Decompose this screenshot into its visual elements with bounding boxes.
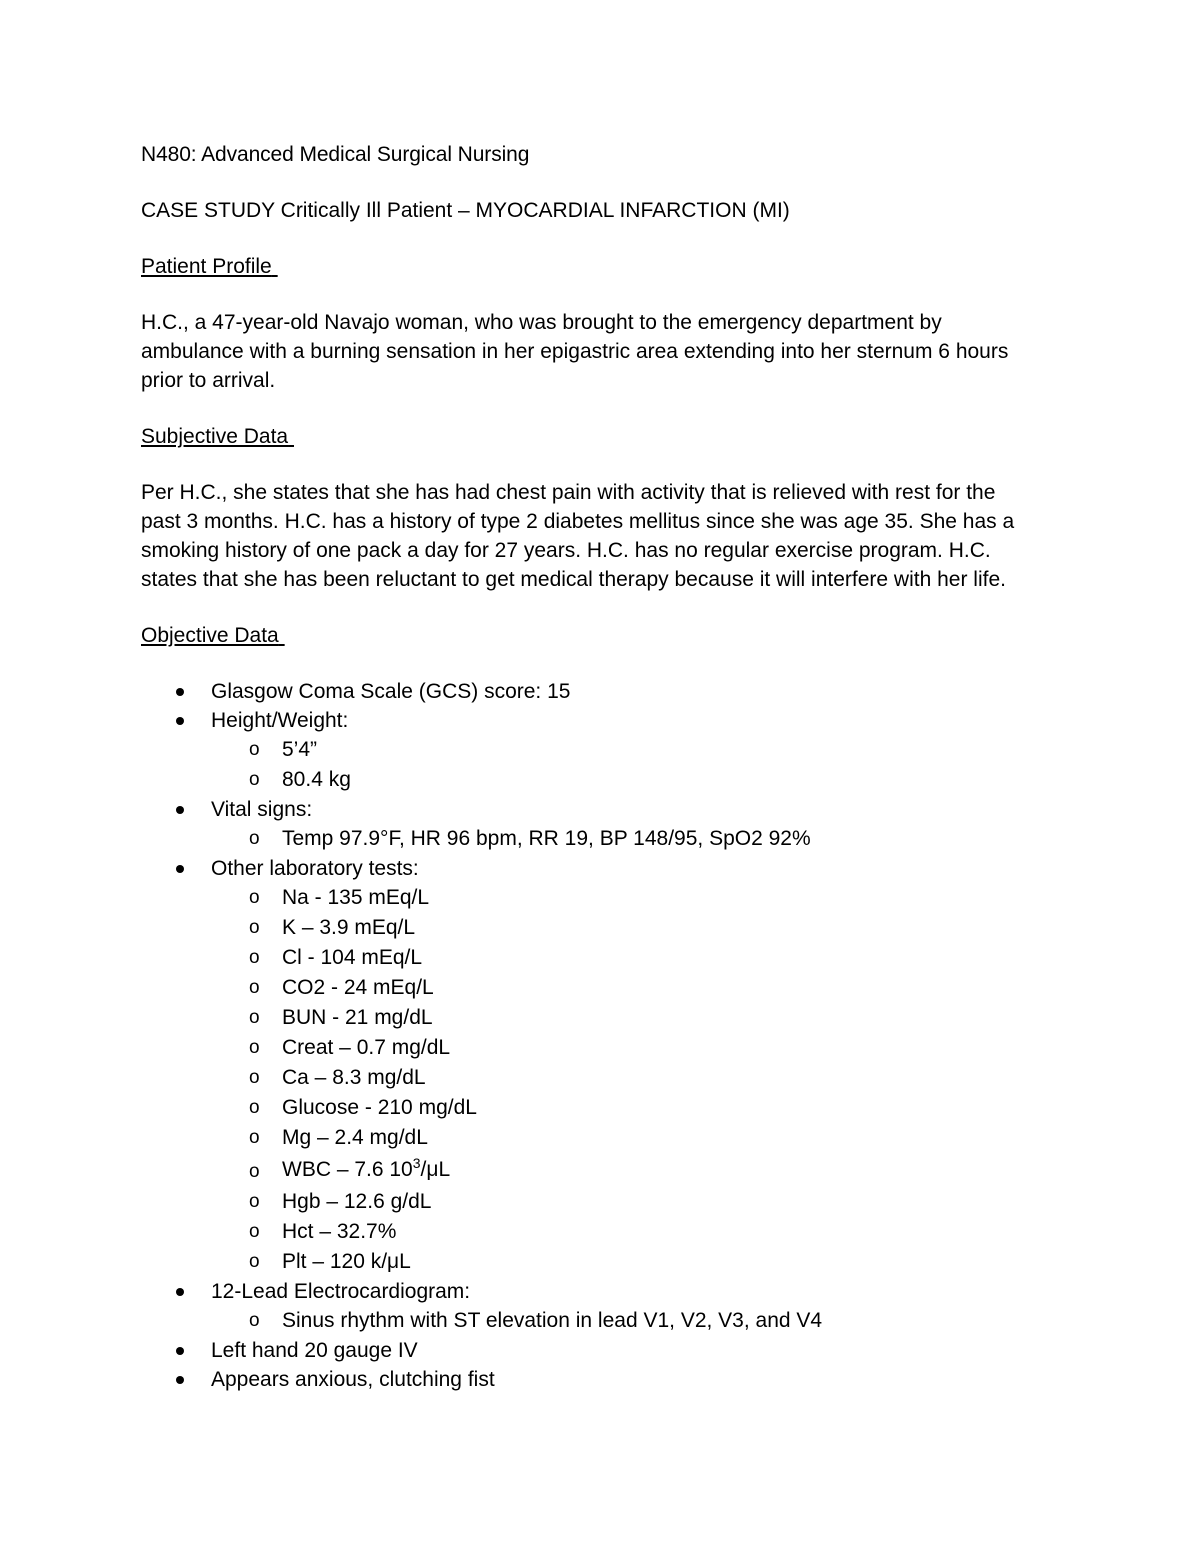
circle-bullet-icon: o	[249, 1037, 260, 1058]
patient-profile-paragraph	[141, 308, 1061, 395]
subjective-data-paragraph	[141, 478, 1061, 594]
objective-data-list	[141, 677, 1061, 1394]
subjective-data-heading-text: Subjective Data	[141, 425, 289, 448]
circle-bullet-icon: o	[249, 1310, 260, 1331]
wbc-exponent: 3	[412, 1155, 421, 1171]
bullet-dot-icon	[176, 717, 184, 725]
bullet-dot-icon	[176, 865, 184, 873]
sub-list-item	[211, 1217, 1061, 1247]
sub-list-item	[211, 1306, 1061, 1336]
paragraph-line: past 3 months. H.C. has a history of type 2 diabetes mellitus since she was age 35. She has a	[141, 510, 1015, 533]
wbc-suffix: /μL	[420, 1158, 451, 1181]
sub-item-text: Hgb – 12.6 g/dL	[282, 1190, 432, 1213]
paragraph-line: ambulance with a burning sensation in her epigastric area extending into her sternum 6 hours	[141, 340, 1009, 363]
bullet-dot-icon	[176, 806, 184, 814]
sub-item-text: 80.4 kg	[282, 768, 351, 791]
list-item-text: Other laboratory tests:	[211, 857, 419, 880]
circle-bullet-icon: o	[249, 977, 260, 998]
paragraph-line: H.C., a 47-year-old Navajo woman, who was brought to the emergency department by	[141, 311, 942, 334]
sub-list-item	[211, 883, 1061, 913]
patient-profile-heading-text: Patient Profile	[141, 255, 272, 278]
list-item-text: 12-Lead Electrocardiogram:	[211, 1280, 471, 1303]
circle-bullet-icon: o	[249, 1191, 260, 1212]
paragraph-line: states that she has been reluctant to get medical therapy because it will interfere with her life.	[141, 568, 1006, 591]
subjective-data-heading	[141, 422, 1061, 451]
objective-data-heading	[141, 621, 1061, 650]
sub-list	[211, 1306, 1061, 1336]
sub-list-item	[211, 913, 1061, 943]
sub-list-item	[211, 1063, 1061, 1093]
sub-list-item-wbc	[211, 1153, 1061, 1187]
course-title: N480: Advanced Medical Surgical Nursing	[141, 143, 530, 166]
circle-bullet-icon: o	[249, 917, 260, 938]
circle-bullet-icon: o	[249, 1127, 260, 1148]
bullet-dot-icon	[176, 1288, 184, 1296]
sub-item-text: Creat – 0.7 mg/dL	[282, 1036, 451, 1059]
list-item-vital-signs	[141, 795, 1061, 854]
circle-bullet-icon: o	[249, 1161, 260, 1182]
circle-bullet-icon: o	[249, 887, 260, 908]
list-item-text: Height/Weight:	[211, 709, 349, 732]
list-item-appearance	[141, 1365, 1061, 1394]
list-item-text: Left hand 20 gauge IV	[211, 1339, 418, 1362]
sub-item-text	[282, 1155, 451, 1181]
list-item-height-weight	[141, 706, 1061, 795]
circle-bullet-icon: o	[249, 1067, 260, 1088]
sub-list-item	[211, 1093, 1061, 1123]
sub-list-item	[211, 1123, 1061, 1153]
sub-list-item	[211, 1247, 1061, 1277]
sub-item-text: Cl - 104 mEq/L	[282, 946, 423, 969]
circle-bullet-icon: o	[249, 1221, 260, 1242]
circle-bullet-icon: o	[249, 828, 260, 849]
list-item-text: Appears anxious, clutching fist	[211, 1368, 495, 1391]
paragraph-line: smoking history of one pack a day for 27 years. H.C. has no regular exercise program. H.C.	[141, 539, 991, 562]
document-page	[141, 140, 1061, 1394]
sub-item-text: 5’4”	[282, 738, 318, 761]
sub-item-text: Glucose - 210 mg/dL	[282, 1096, 477, 1119]
paragraph-line: prior to arrival.	[141, 369, 276, 392]
sub-list-item	[211, 1033, 1061, 1063]
sub-item-text: Hct – 32.7%	[282, 1220, 397, 1243]
objective-data-heading-text: Objective Data	[141, 624, 279, 647]
sub-list	[211, 735, 1061, 795]
sub-item-text: K – 3.9 mEq/L	[282, 916, 416, 939]
sub-item-text: Sinus rhythm with ST elevation in lead V1, V2, V3, and V4	[282, 1309, 823, 1332]
sub-item-text: Temp 97.9°F, HR 96 bpm, RR 19, BP 148/95, SpO2 92%	[282, 827, 811, 850]
circle-bullet-icon: o	[249, 947, 260, 968]
list-item-text: Glasgow Coma Scale (GCS) score: 15	[211, 680, 571, 703]
list-item-ecg	[141, 1277, 1061, 1336]
sub-list	[211, 824, 1061, 854]
circle-bullet-icon: o	[249, 1251, 260, 1272]
sub-item-text: Mg – 2.4 mg/dL	[282, 1126, 428, 1149]
sub-list-item	[211, 735, 1061, 765]
patient-profile-heading	[141, 252, 1061, 281]
circle-bullet-icon: o	[249, 739, 260, 760]
list-item-lab-tests	[141, 854, 1061, 1277]
wbc-prefix: WBC – 7.6 10	[282, 1158, 413, 1181]
sub-item-text: BUN - 21 mg/dL	[282, 1006, 433, 1029]
sub-item-text: Plt – 120 k/μL	[282, 1250, 411, 1273]
sub-list-item	[211, 973, 1061, 1003]
bullet-dot-icon	[176, 1376, 184, 1384]
sub-item-text: CO2 - 24 mEq/L	[282, 976, 434, 999]
circle-bullet-icon: o	[249, 1097, 260, 1118]
sub-item-text: Na - 135 mEq/L	[282, 886, 430, 909]
paragraph-line: Per H.C., she states that she has had chest pain with activity that is relieved with rest for the	[141, 481, 996, 504]
sub-list-item	[211, 943, 1061, 973]
case-study-title: CASE STUDY Critically Ill Patient – MYOCARDIAL INFARCTION (MI)	[141, 199, 790, 222]
list-item-gcs	[141, 677, 1061, 706]
sub-item-text: Ca – 8.3 mg/dL	[282, 1066, 426, 1089]
sub-list-item	[211, 1187, 1061, 1217]
list-item-iv	[141, 1336, 1061, 1365]
circle-bullet-icon: o	[249, 1007, 260, 1028]
list-item-text: Vital signs:	[211, 798, 313, 821]
bullet-dot-icon	[176, 688, 184, 696]
circle-bullet-icon: o	[249, 769, 260, 790]
sub-list-item	[211, 765, 1061, 795]
sub-list-item	[211, 824, 1061, 854]
sub-list	[211, 883, 1061, 1277]
bullet-dot-icon	[176, 1347, 184, 1355]
sub-list-item	[211, 1003, 1061, 1033]
